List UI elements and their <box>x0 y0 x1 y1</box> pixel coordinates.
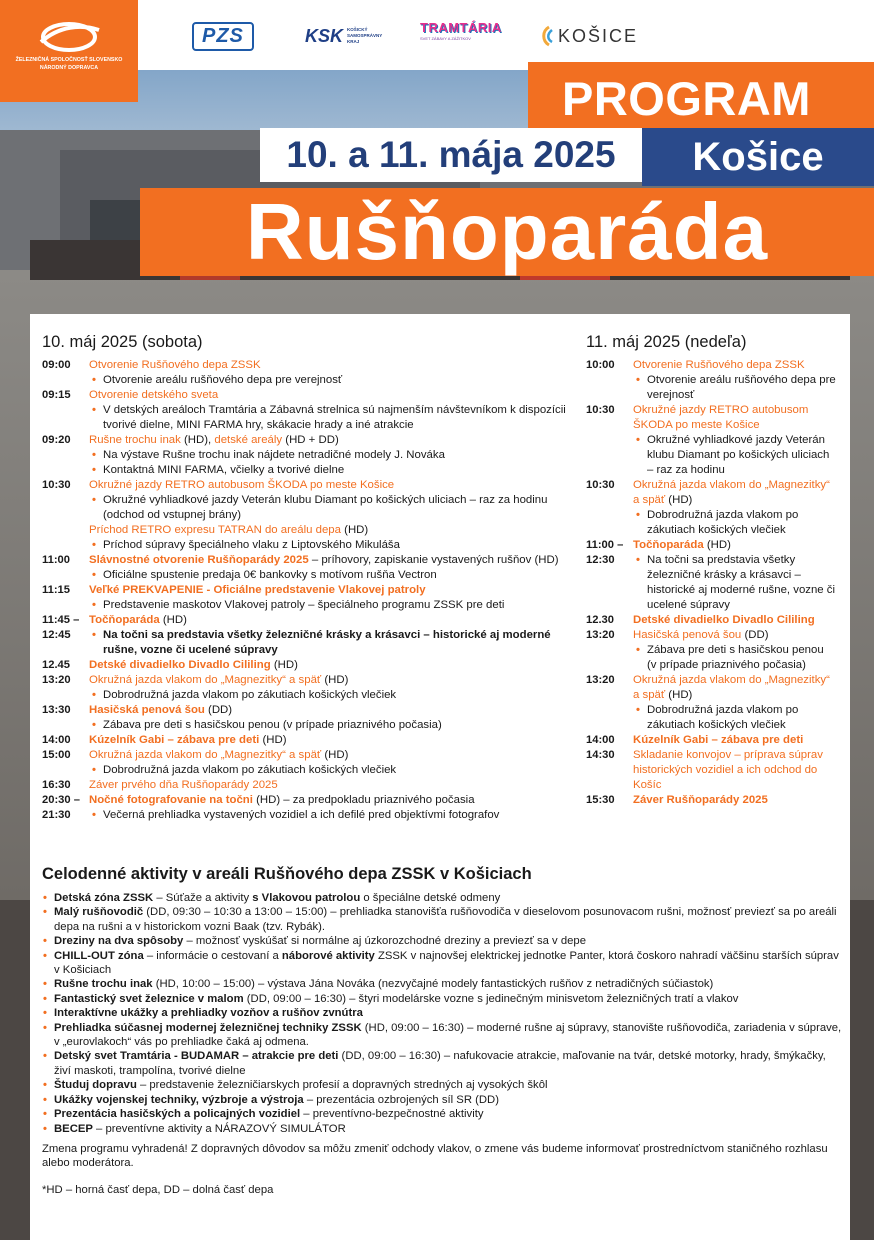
schedule-bullets <box>89 568 572 583</box>
activity-title: Dreziny na dva spôsoby <box>54 935 184 948</box>
schedule-item <box>586 673 836 733</box>
schedule-bullets <box>633 703 836 733</box>
schedule-title-line <box>633 733 836 748</box>
schedule-item <box>42 778 572 793</box>
schedule-title: Detské divadielko Divadlo Cililing <box>633 614 815 626</box>
activity-title: Prezentácia hasičských a policajných vozidiel <box>54 1108 301 1121</box>
schedule-title-line <box>633 403 836 433</box>
schedule-bullets <box>89 808 572 823</box>
schedule-content <box>89 613 572 658</box>
schedule-bullet: • Na točni sa predstavia všetky železničné krásky a krásavci – historické aj moderné rušne, vozne či ucelené súpravy <box>103 628 572 658</box>
schedule-content <box>633 613 836 628</box>
ksk-logo-subtext: KOŠICKÝ SAMOSPRÁVNY KRAJ <box>347 27 383 44</box>
activity-title: Študuj dopravu <box>54 1079 137 1092</box>
tramtaria-logo <box>420 20 502 52</box>
schedule-item <box>42 388 572 433</box>
activity-text: (DD, 09:30 – 10:30 a 13:00 – 15:00) – prehliadka stanovišťa rušňovodiča v dieselovom posunovacom rušni, možnosť previezť sa po areáli depa na rušni a v historickom vozni Baak (tzv. Rybák). <box>54 906 837 933</box>
schedule-item <box>42 358 572 388</box>
schedule-bullet: • Večerná prehliadka vystavených vozidiel a ich defilé pred objektívmi fotografov <box>103 808 572 823</box>
schedule-item <box>42 703 572 733</box>
activity-text-part2: ZSSK v najnovšej elektrickej jednotke Panter, ktorá čoskoro nahradí väčšinu starších súprav v Košiciach <box>54 949 839 977</box>
schedule-bullets <box>633 643 836 673</box>
schedule-content <box>633 628 836 673</box>
schedule-item <box>586 628 836 673</box>
schedule-title-suffix: (DD) <box>741 629 769 641</box>
schedule-title-suffix2: (HD + DD) <box>282 434 339 446</box>
schedule-item <box>586 478 836 538</box>
activity-item <box>54 1021 842 1050</box>
program-change-note: Zmena programu vyhradená! Z dopravných dôvodov sa môžu zmeniť odchody vlakov, o zmene vás budeme informovať prostredníctvom staničného rozhlasu alebo moderátora. <box>42 1142 828 1170</box>
kosice-logo <box>540 20 638 52</box>
schedule-bullet: • Otvorenie areálu rušňového depa pre verejnosť <box>647 373 836 403</box>
day2-schedule <box>586 332 836 808</box>
schedule-bullet: • Kontaktná MINI FARMA, včielky a tvorivé dielne <box>103 463 572 478</box>
activity-title: Malý rušňovodič <box>54 906 144 919</box>
activity-text: (HD, 09:00 – 16:30) – moderné rušne aj súpravy, stanovište rušňovodiča, zariadenia v súprave, v „eurovlakoch“ vás po prehliadke čaká aj odmena. <box>54 1021 842 1049</box>
schedule-bullet: • Otvorenie areálu rušňového depa pre verejnosť <box>103 373 572 388</box>
schedule-time: 10:30 <box>586 479 615 491</box>
schedule-bullet: • Dobrodružná jazda vlakom po zákutiach košických vlečiek <box>647 508 836 538</box>
schedule-item <box>42 553 572 583</box>
activity-text: (DD, 09:00 – 16:30) – nafukovacie atrakcie, maľovanie na tvár, detské motorky, hrady, šmýkačky, živí maskoti, trampolína, tvorivé dielne <box>54 1050 826 1077</box>
day1-schedule <box>42 332 572 823</box>
schedule-item <box>42 793 572 823</box>
operator-line1: ŽELEZNIČNÁ SPOLOČNOSŤ SLOVENSKO <box>15 57 123 63</box>
schedule-title: Okružná jazda vlakom do „Magnezitky“ a späť <box>633 674 830 701</box>
activity-title: Detská zóna ZSSK <box>54 892 154 904</box>
activity-title-part2: s Vlakovou patrolou <box>252 892 361 904</box>
schedule-content <box>89 778 572 793</box>
tramtaria-logo-subtext: SVET ZÁBAVY A ZÁŽITKOV <box>420 36 471 41</box>
schedule-title-line <box>89 523 572 538</box>
schedule-content <box>89 388 572 433</box>
schedule-title: Kúzelník Gabi – zábava pre deti <box>633 734 804 746</box>
schedule-bullets <box>633 508 836 538</box>
schedule-content <box>633 358 836 403</box>
schedule-title-line <box>89 748 572 763</box>
schedule-content <box>89 673 572 703</box>
schedule-content <box>633 478 836 538</box>
schedule-time: 09:15 <box>42 389 71 401</box>
activity-item <box>54 891 842 905</box>
schedule-title-part2: Oficiálne predstavenie Vlakovej patroly <box>213 584 426 596</box>
schedule-title: Otvorenie Rušňového depa ZSSK <box>89 359 261 371</box>
zssk-swoosh-icon <box>37 20 101 54</box>
schedule-time: 14:00 <box>42 734 71 746</box>
schedule-time: 13:30 <box>42 704 71 716</box>
schedule-time: 13:20 <box>42 674 71 686</box>
schedule-title-line <box>89 433 572 448</box>
schedule-bullet: • Zábava pre deti s hasičskou penou (v prípade priaznivého počasia) <box>647 643 836 673</box>
day2-list <box>586 358 836 808</box>
schedule-title-line <box>633 628 836 643</box>
schedule-bullets <box>89 538 572 553</box>
schedule-title: Záver prvého dňa Rušňoparády 2025 <box>89 779 278 791</box>
schedule-title: Okružná jazda vlakom do „Magnezitky“ a späť <box>89 674 322 686</box>
activity-text: – Súťaže a aktivity <box>153 892 253 904</box>
activity-item <box>54 1122 842 1136</box>
schedule-content <box>633 793 836 808</box>
schedule-bullets <box>89 718 572 733</box>
day1-heading: 10. máj 2025 (sobota) <box>42 333 203 351</box>
schedule-title-suffix: (HD) <box>665 494 693 506</box>
schedule-bullet: • Dobrodružná jazda vlakom po zákutiach košických vlečiek <box>103 763 572 778</box>
schedule-time: 15:30 <box>586 794 615 806</box>
activity-title: Rušne trochu inak <box>54 978 153 991</box>
schedule-title-suffix: (DD) <box>204 704 233 716</box>
activity-item <box>54 1107 842 1121</box>
schedule-title-line <box>89 733 572 748</box>
schedule-item <box>42 478 572 523</box>
schedule-time: 10:30 <box>42 479 71 491</box>
schedule-item <box>586 358 836 403</box>
activity-item <box>54 905 842 934</box>
schedule-title-line <box>89 478 572 493</box>
activity-text: – informácie o cestovaní a <box>143 949 282 962</box>
schedule-time <box>42 523 89 553</box>
schedule-content <box>633 748 836 793</box>
schedule-title: Príchod RETRO expresu TATRAN do areálu depa <box>89 524 341 536</box>
schedule-title: Detské divadielko Divadlo Cililing <box>89 659 271 671</box>
program-title: PROGRAM <box>562 72 811 125</box>
schedule-title: Kúzelník Gabi – zábava pre deti <box>89 734 260 746</box>
activity-text: – predstavenie železničiarskych profesií a dopravných stredných aj vysokých škôl <box>136 1079 548 1092</box>
schedule-bullet: • V detských areáloch Tramtária a Zábavná strelnica sú najmenším návštevníkom k dispozícii tvorivé dielne, MINI FARMA hry, skákacie hrady a iné atrakcie <box>103 403 572 433</box>
schedule-title: Skladanie konvojov – príprava súprav historických vozidiel a ich odchod do Košíc <box>633 749 823 791</box>
ksk-logo-text: KSK <box>305 25 344 46</box>
schedule-content <box>89 358 572 388</box>
schedule-item <box>586 613 836 628</box>
schedule-time: 10:30 <box>586 404 615 416</box>
schedule-title-suffix: (HD) <box>665 689 693 701</box>
schedule-title-part2: detské areály <box>214 434 283 446</box>
schedule-time: 13:20 <box>586 629 615 641</box>
operator-line2: NÁRODNÝ DOPRAVCA <box>39 65 99 71</box>
schedule-title-line <box>633 673 836 703</box>
schedule-item <box>42 733 572 748</box>
schedule-title-line <box>89 703 572 718</box>
schedule-title: Otvorenie Rušňového depa ZSSK <box>633 359 805 371</box>
schedule-bullets <box>89 628 572 658</box>
schedule-title-suffix: (HD) – za predpokladu priaznivého počasia <box>252 794 475 806</box>
activity-text: (DD, 09:00 – 16:30) – štyri modelárske vozne s jedinečným minisvetom železničných tratí a vlakov <box>243 992 739 1005</box>
zssk-logo <box>0 0 138 102</box>
schedule-title-suffix: (HD) <box>703 539 731 551</box>
pzs-logo <box>192 20 254 52</box>
schedule-title: Veľké PREKVAPENIE - <box>89 584 214 596</box>
schedule-title: Točňoparáda <box>633 539 704 551</box>
schedule-title-line <box>89 673 572 688</box>
schedule-content <box>89 523 572 553</box>
event-title: Rušňoparáda <box>245 187 769 276</box>
schedule-title-suffix: (HD) <box>259 734 287 746</box>
activity-title: Ukážky vojenskej techniky, výzbroje a výstroja <box>54 1093 304 1106</box>
schedule-bullet: • Okružné vyhliadkové jazdy Veterán klubu Diamant po košických uliciach – raz za hodinu <box>647 433 836 478</box>
schedule-item <box>586 403 836 478</box>
schedule-bullets <box>89 448 572 478</box>
schedule-time: 10:00 <box>586 359 615 371</box>
schedule-title-suffix: – príhovory, zapiskanie vystavených rušňov (HD) <box>308 554 559 566</box>
schedule-title-line <box>89 583 572 598</box>
schedule-title-suffix: (HD) <box>321 749 349 761</box>
schedule-bullets <box>89 403 572 433</box>
schedule-title: Rušne trochu inak <box>89 434 181 446</box>
day1-list <box>42 358 572 823</box>
schedule-title-line <box>633 793 836 808</box>
activity-item <box>54 977 842 991</box>
schedule-content <box>89 793 572 823</box>
schedule-bullet: • Na točni sa predstavia všetky železničné krásky a krásavci – historické aj moderné rušne, vozne či ucelené súpravy <box>647 553 836 613</box>
schedule-content <box>89 658 572 673</box>
city-title: Košice <box>692 135 824 179</box>
schedule-title-suffix: (HD), <box>180 434 215 446</box>
schedule-title-suffix: (HD) <box>340 524 369 536</box>
kosice-mark-icon <box>540 25 554 47</box>
schedule-item <box>586 538 836 613</box>
activity-text: – preventívno-bezpečnostné aktivity <box>300 1108 484 1121</box>
schedule-time: 11:45 – 12:45 <box>42 614 80 641</box>
activity-item <box>54 1006 842 1020</box>
schedule-content <box>89 583 572 613</box>
schedule-title: Záver Rušňoparády 2025 <box>633 794 768 806</box>
legend-footnote: *HD – horná časť depa, DD – dolná časť depa <box>42 1183 274 1196</box>
schedule-bullets <box>89 373 572 388</box>
activity-item <box>54 949 842 978</box>
schedule-item <box>42 433 572 478</box>
schedule-time: 12.30 <box>586 614 614 626</box>
schedule-item <box>42 748 572 778</box>
schedule-title-suffix: (HD) <box>270 659 298 671</box>
schedule-title: Okružná jazda vlakom do „Magnezitky“ a späť <box>633 479 830 506</box>
schedule-bullets <box>633 433 836 478</box>
schedule-bullet: • Oficiálne spustenie predaja 0€ bankovky s motívom rušňa Vectron <box>103 568 572 583</box>
schedule-title: Okružné jazdy RETRO autobusom ŠKODA po meste Košice <box>89 479 395 491</box>
schedule-bullet: • Okružné vyhliadkové jazdy Veterán klubu Diamant po košických uliciach – raz za hodinu (odchod od vstupnej brány) <box>103 493 572 523</box>
schedule-item <box>586 733 836 748</box>
activity-title: BECEP <box>54 1122 93 1135</box>
activity-item <box>54 934 842 948</box>
schedule-title: Hasičská penová šou <box>89 704 205 716</box>
schedule-title: Točňoparáda <box>89 614 160 626</box>
day2-heading: 11. máj 2025 (nedeľa) <box>586 333 747 351</box>
schedule-content <box>633 733 836 748</box>
schedule-title-line <box>89 553 572 568</box>
schedule-time: 12.45 <box>42 659 70 671</box>
schedule-item <box>42 658 572 673</box>
schedule-title-line <box>89 388 572 403</box>
activity-item <box>54 992 842 1006</box>
pzs-logo-text: PZS <box>192 22 254 51</box>
schedule-time: 13:20 <box>586 674 615 686</box>
schedule-title-line <box>633 613 836 628</box>
schedule-bullets <box>89 763 572 778</box>
schedule-bullets <box>633 553 836 613</box>
schedule-content <box>633 673 836 733</box>
schedule-time: 14:30 <box>586 749 615 761</box>
schedule-title-line <box>633 478 836 508</box>
schedule-bullet: • Predstavenie maskotov Vlakovej patroly – špeciálneho programu ZSSK pre deti <box>103 598 572 613</box>
schedule-content <box>89 703 572 733</box>
schedule-content <box>89 478 572 523</box>
schedule-bullets <box>89 598 572 613</box>
schedule-bullet: • Dobrodružná jazda vlakom po zákutiach košických vlečiek <box>647 703 836 733</box>
schedule-bullets <box>633 373 836 403</box>
activity-item <box>54 1078 842 1092</box>
schedule-time: 14:00 <box>586 734 615 746</box>
schedule-title: Hasičská penová šou <box>633 629 742 641</box>
activity-text: – prezentácia ozbrojených síl SR (DD) <box>303 1093 499 1106</box>
schedule-time: 09:00 <box>42 359 71 371</box>
schedule-content <box>633 538 836 613</box>
activities-section <box>42 862 842 1197</box>
schedule-bullet: • Príchod súpravy špeciálneho vlaku z Liptovského Mikuláša <box>103 538 572 553</box>
schedule-item <box>586 793 836 808</box>
schedule-bullets <box>89 493 572 523</box>
activity-title: CHILL-OUT zóna <box>54 949 144 962</box>
schedule-bullet: • Na výstave Rušne trochu inak nájdete netradičné modely J. Nováka <box>103 448 572 463</box>
tramtaria-logo-text: TRAMTÁRIA <box>420 20 502 35</box>
activity-item <box>54 1049 842 1078</box>
schedule-item <box>42 673 572 703</box>
schedule-title-suffix: (HD) <box>321 674 349 686</box>
schedule-content <box>89 433 572 478</box>
schedule-content <box>89 733 572 748</box>
event-date: 10. a 11. mája 2025 <box>286 134 616 175</box>
schedule-time: 16:30 <box>42 779 71 791</box>
schedule-title: Okružné jazdy RETRO autobusom ŠKODA po meste Košice <box>633 404 809 431</box>
schedule-title-line <box>89 358 572 373</box>
activity-item <box>54 1093 842 1107</box>
activity-text: – možnosť vyskúšať si normálne aj úzkorozchodné dreziny a previezť sa v depe <box>183 935 586 948</box>
activity-title-part2: náborové aktivity <box>281 949 375 962</box>
schedule-bullets <box>89 688 572 703</box>
schedule-title-line <box>633 358 836 373</box>
schedule-title-line <box>633 538 836 553</box>
schedule-time: 09:20 <box>42 434 71 446</box>
activity-title: Interaktívne ukážky a prehliadky vozňov a rušňov zvnútra <box>54 1007 363 1020</box>
schedule-item <box>42 583 572 613</box>
activity-title: Fantastický svet železnice v malom <box>54 992 244 1005</box>
schedule-bullet: • Zábava pre deti s hasičskou penou (v prípade priaznivého počasia) <box>103 718 572 733</box>
schedule-title-line <box>89 613 572 628</box>
activity-title: Detský svet Tramtária - BUDAMAR – atrakcie pre deti <box>54 1050 339 1063</box>
schedule-title-line <box>633 748 836 793</box>
schedule-title: Okružná jazda vlakom do „Magnezitky“ a späť <box>89 749 322 761</box>
activity-text: (HD, 10:00 – 15:00) – výstava Jána Nováka (nezvyčajné modely fantastických rušňov z netradičných súčiastok) <box>152 978 714 991</box>
schedule-time: 11:15 <box>42 584 70 596</box>
schedule-time: 11:00 <box>42 554 70 566</box>
activity-text: – preventívne aktivity a NÁRAZOVÝ SIMULÁTOR <box>92 1122 346 1135</box>
schedule-title: Otvorenie detského sveta <box>89 389 219 401</box>
schedule-title-line <box>89 778 572 793</box>
activities-heading: Celodenné aktivity v areáli Rušňového depa ZSSK v Košiciach <box>42 865 532 883</box>
activities-list <box>42 891 842 1136</box>
schedule-time: 11:00 – 12:30 <box>586 539 624 566</box>
schedule-title-line <box>89 793 572 808</box>
kosice-logo-text: KOŠICE <box>558 25 639 46</box>
schedule-title-line <box>89 658 572 673</box>
schedule-title-suffix: (HD) <box>159 614 187 626</box>
schedule-time: 20:30 – 21:30 <box>42 794 80 821</box>
activity-title: Prehliadka súčasnej modernej železničnej techniky ZSSK <box>54 1021 362 1034</box>
schedule-content <box>89 553 572 583</box>
schedule-title: Nočné fotografovanie na točni <box>89 794 253 806</box>
schedule-item <box>586 748 836 793</box>
schedule-time: 15:00 <box>42 749 71 761</box>
ksk-logo <box>305 20 387 52</box>
schedule-title: Slávnostné otvorenie Rušňoparády 2025 <box>89 554 309 566</box>
schedule-bullet: • Dobrodružná jazda vlakom po zákutiach košických vlečiek <box>103 688 572 703</box>
schedule-item <box>42 613 572 658</box>
schedule-content <box>89 748 572 778</box>
activity-text-part2: o špeciálne detské odmeny <box>360 892 501 904</box>
schedule-content <box>633 403 836 478</box>
schedule-item <box>42 523 572 553</box>
